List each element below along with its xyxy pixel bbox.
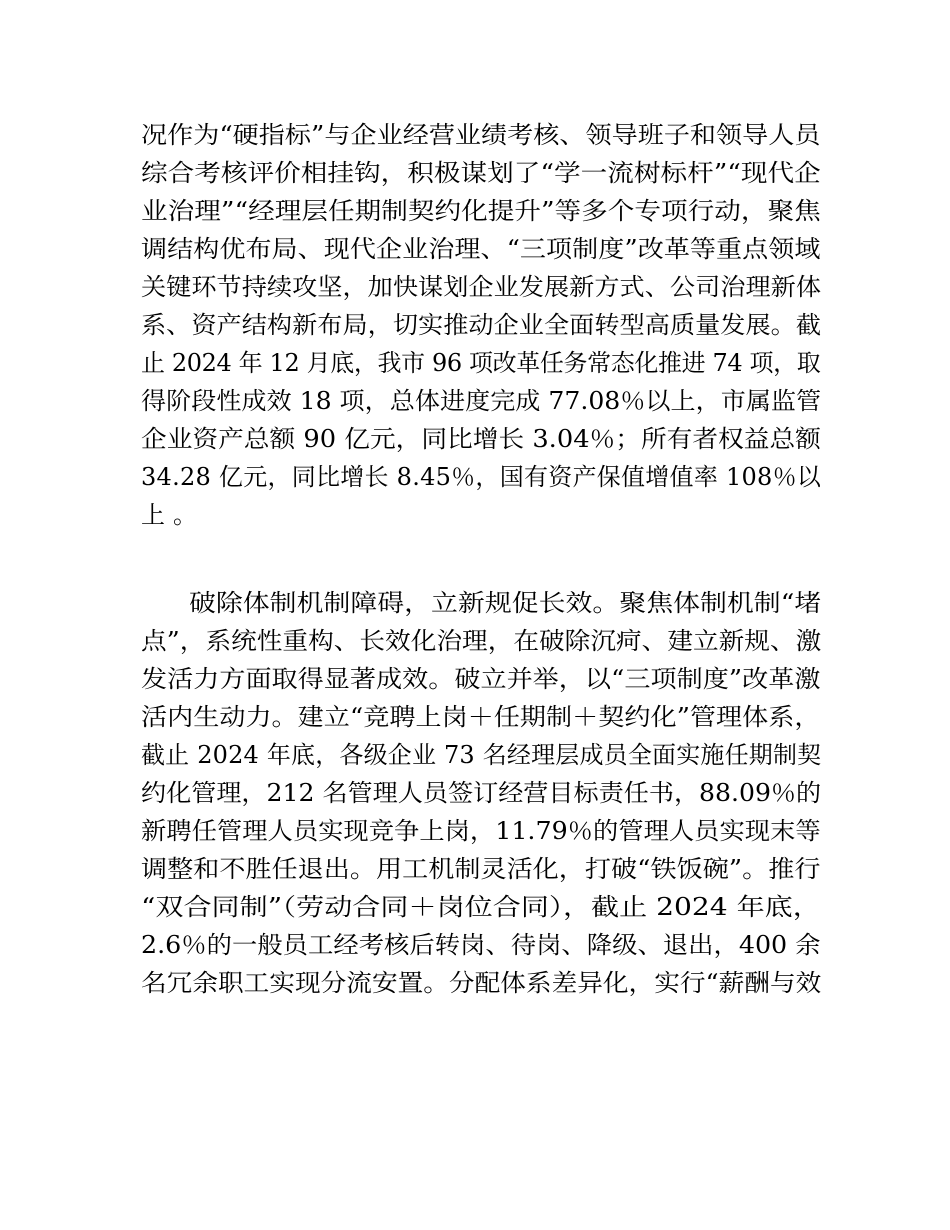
paragraph-2-line-9: “双合同制”（劳动合同＋岗位合同），截止 2024 年底， — [141, 893, 821, 921]
paragraph-2-line-5: 截止 2024 年底，各级企业 73 名经理层成员全面实施任期制契 — [141, 741, 822, 769]
paragraph-2-line-10: 2.6％的一般员工经考核后转岗、待岗、降级、退出，400 余 — [141, 931, 821, 959]
paragraph-2-line-4: 活内生动力。建立“竞聘上岗＋任期制＋契约化”管理体系， — [141, 703, 821, 731]
paragraph-1-line-11: 上。 — [141, 501, 205, 529]
paragraph-1-line-10: 34.28 亿元，同比增长 8.45％，国有资产保值增值率 108％以 — [141, 463, 822, 491]
paragraph-2-line-1: 破除体制机制障碍，立新规促长效。聚焦体制机制“堵 — [189, 589, 822, 617]
paragraph-2-line-8: 调整和不胜任退出。用工机制灵活化，打破“铁饭碗”。推行 — [141, 855, 821, 883]
paragraph-1-line-3: 业治理”“经理层任期制契约化提升”等多个专项行动，聚焦 — [141, 197, 821, 225]
paragraph-1-line-9: 企业资产总额 90 亿元，同比增长 3.04％；所有者权益总额 — [141, 425, 821, 453]
paragraph-1-line-1: 况作为“硬指标”与企业经营业绩考核、领导班子和领导人员 — [141, 121, 821, 149]
paragraph-1-line-2: 综合考核评价相挂钩，积极谋划了“学一流树标杆”“现代企 — [141, 159, 821, 187]
paragraph-2-line-7: 新聘任管理人员实现竞争上岗，11.79％的管理人员实现末等 — [141, 817, 821, 845]
paragraph-1 — [141, 116, 821, 536]
paragraph-1-line-5: 关键环节持续攻坚，加快谋划企业发展新方式、公司治理新体 — [141, 273, 821, 301]
paragraph-2-line-6: 约化管理，212 名管理人员签订经营目标责任书，88.09％的 — [141, 779, 822, 807]
paragraph-2-line-11: 名冗余职工实现分流安置。分配体系差异化，实行“薪酬与效 — [141, 969, 822, 997]
paragraph-2 — [141, 584, 821, 1004]
paragraph-2-line-2: 点”，系统性重构、长效化治理，在破除沉疴、建立新规、激 — [141, 627, 822, 655]
paragraph-1-line-4: 调结构优布局、现代企业治理、“三项制度”改革等重点领域 — [141, 235, 821, 263]
paragraph-1-line-6: 系、资产结构新布局，切实推动企业全面转型高质量发展。截 — [141, 311, 821, 339]
paragraph-1-line-7: 止 2024 年 12 月底，我市 96 项改革任务常态化推进 74 项，取 — [141, 349, 821, 377]
paragraph-1-line-8: 得阶段性成效 18 项，总体进度完成 77.08％以上，市属监管 — [141, 387, 822, 415]
paragraph-2-line-3: 发活力方面取得显著成效。破立并举，以“三项制度”改革激 — [141, 665, 821, 693]
